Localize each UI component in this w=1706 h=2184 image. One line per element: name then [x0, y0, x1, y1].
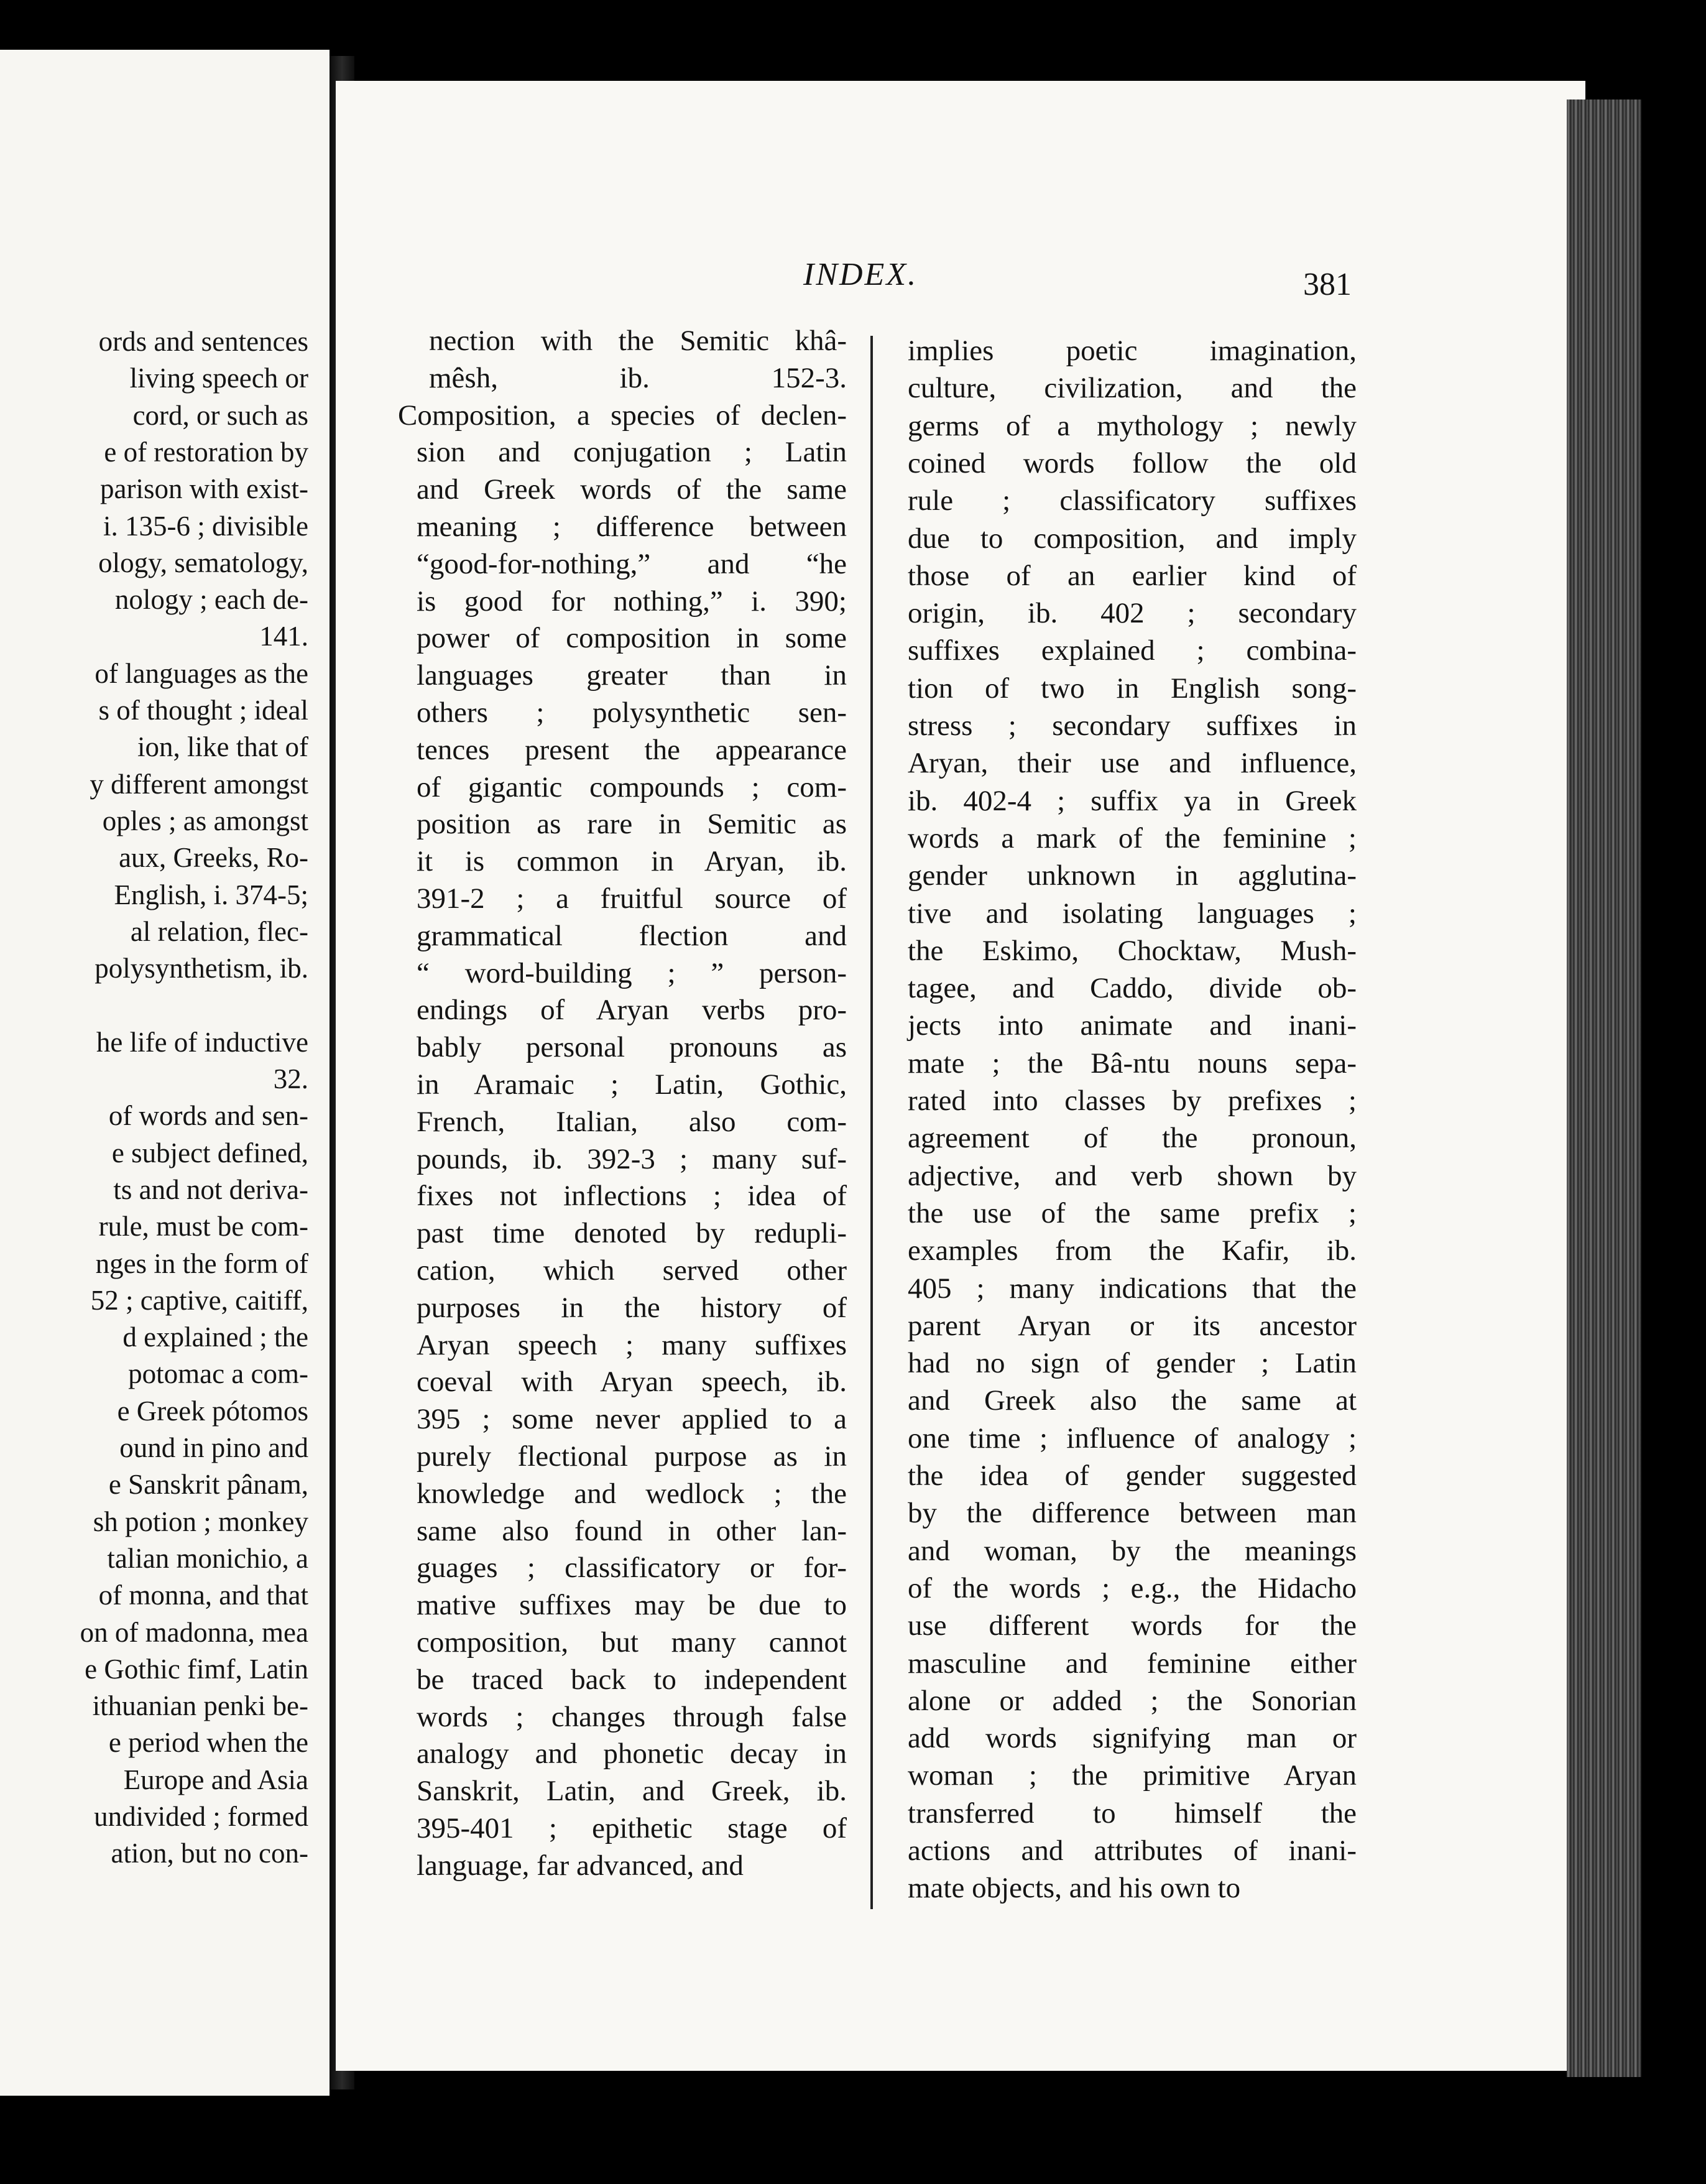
text-line: agreement of the pronoun, [908, 1122, 1357, 1155]
text-line: cord, or such as [132, 399, 308, 431]
text-line [0, 987, 308, 1023]
text-line: words a mark of the feminine ; [908, 821, 1357, 854]
text-line: coined words follow the old [908, 447, 1357, 479]
text-line: e Greek pótomos [117, 1395, 308, 1427]
text-line: ation, but no con- [111, 1838, 308, 1869]
text-line: ion, like that of [137, 731, 308, 763]
page-number: 381 [1303, 267, 1352, 302]
text-line: origin, ib. 402 ; secondary [908, 597, 1357, 630]
text-line: ords and sentences [98, 326, 308, 357]
text-line: coeval with Aryan speech, ib. [417, 1366, 847, 1399]
text-line: tion of two in English song- [908, 672, 1357, 705]
text-line: others ; polysynthetic sen- [417, 696, 847, 729]
text-line: masculine and feminine either [908, 1647, 1357, 1680]
text-line: Europe and Asia [123, 1764, 308, 1795]
text-line: those of an earlier kind of [908, 559, 1357, 592]
text-line: s of thought ; ideal [98, 695, 308, 726]
text-line: Sanskrit, Latin, and Greek, ib. [417, 1775, 847, 1808]
text-line: had no sign of gender ; Latin [908, 1347, 1357, 1380]
text-line: composition, but many cannot [417, 1626, 847, 1659]
text-line: one time ; influence of analogy ; [908, 1422, 1357, 1455]
text-line: on of madonna, mea [80, 1616, 308, 1648]
text-line: he life of inductive [96, 1026, 308, 1058]
text-line: talian monichio, a [107, 1542, 308, 1574]
text-line: undivided ; formed [94, 1801, 308, 1832]
text-line: knowledge and wedlock ; the [417, 1477, 847, 1510]
text-line: bably personal pronouns as [417, 1031, 847, 1064]
text-line: ithuanian penki be- [92, 1690, 308, 1722]
text-line: e Sanskrit pânam, [108, 1469, 308, 1501]
text-line: same also found in other lan- [417, 1514, 847, 1547]
text-line: of gigantic compounds ; com- [417, 770, 847, 803]
text-line: nology ; each de- [114, 584, 308, 616]
text-line: stress ; secondary suffixes in [908, 710, 1357, 742]
text-line: purely flectional purpose as in [417, 1440, 847, 1473]
text-line: sh potion ; monkey [93, 1506, 308, 1537]
text-line: mate objects, and his own to [908, 1872, 1241, 1905]
page-header: INDEX. [803, 257, 918, 292]
text-line: 405 ; many indications that the [908, 1272, 1357, 1305]
text-line: and woman, by the meanings [908, 1534, 1357, 1567]
text-line: actions and attributes of inani- [908, 1835, 1357, 1867]
text-line: 391-2 ; a fruitful source of [417, 882, 847, 915]
text-line: living speech or [129, 363, 308, 394]
text-line: pounds, ib. 392-3 ; many suf- [417, 1142, 847, 1175]
text-line: and Greek words of the same [417, 473, 847, 506]
text-line: rule ; classificatory suffixes [908, 484, 1357, 517]
text-line: “good-for-nothing,” and “he [417, 547, 847, 580]
text-line: of words and sen- [108, 1100, 308, 1132]
text-line: alone or added ; the Sonorian [908, 1684, 1357, 1717]
text-line: parent Aryan or its ancestor [908, 1309, 1357, 1342]
text-line: 52 ; captive, caitiff, [90, 1284, 308, 1316]
text-line: grammatical flection and [417, 919, 847, 952]
text-line: by the difference between man [908, 1497, 1357, 1530]
text-line: analogy and phonetic decay in [417, 1737, 847, 1770]
text-line: jects into animate and inani- [908, 1009, 1357, 1042]
text-line: nges in the form of [95, 1247, 308, 1279]
text-line: language, far advanced, and [417, 1849, 744, 1882]
text-line: Aryan speech ; many suffixes [417, 1328, 847, 1361]
text-line: nection with the Semitic khâ- [429, 325, 847, 357]
text-line: guages ; classificatory or for- [417, 1552, 847, 1585]
text-line: cation, which served other [417, 1254, 847, 1287]
text-line: use different words for the [908, 1609, 1357, 1642]
text-line: fixes not inflections ; idea of [417, 1180, 847, 1213]
text-line: the use of the same prefix ; [908, 1196, 1357, 1229]
text-line: 32. [273, 1063, 308, 1094]
text-line: of monna, and that [98, 1580, 308, 1611]
text-line: endings of Aryan verbs pro- [417, 994, 847, 1027]
text-line: implies poetic imagination, [908, 335, 1357, 367]
text-line: tences present the appearance [417, 733, 847, 766]
text-line: in Aramaic ; Latin, Gothic, [417, 1068, 847, 1101]
text-line: gender unknown in agglutina- [908, 859, 1357, 892]
text-line: meaning ; difference between [417, 511, 847, 543]
text-line: the idea of gender suggested [908, 1460, 1357, 1492]
text-line: adjective, and verb shown by [908, 1159, 1357, 1192]
text-line: mêsh, ib. 152-3. [429, 361, 847, 394]
text-line: of the words ; e.g., the Hidacho [908, 1571, 1357, 1604]
left-page [0, 50, 330, 2096]
text-line: e period when the [108, 1727, 308, 1759]
text-line: sion and conjugation ; Latin [417, 436, 847, 469]
text-line: oples ; as amongst [102, 805, 308, 836]
text-line: ib. 402-4 ; suffix ya in Greek [908, 784, 1357, 817]
text-line: due to composition, and imply [908, 522, 1357, 555]
text-line: of languages as the [95, 657, 308, 689]
text-line: examples from the Kafir, ib. [908, 1234, 1357, 1267]
text-line: aux, Greeks, Ro- [119, 842, 308, 874]
page-edges [1567, 99, 1641, 2077]
text-line: English, i. 374-5; [114, 879, 308, 910]
text-line: woman ; the primitive Aryan [908, 1759, 1357, 1792]
text-line: Composition, a species of declen- [398, 399, 847, 432]
text-line: ology, sematology, [98, 547, 308, 578]
text-line: and Greek also the same at [908, 1384, 1357, 1417]
text-line: ound in pino and [119, 1432, 308, 1463]
text-line: germs of a mythology ; newly [908, 409, 1357, 442]
text-line: rated into classes by prefixes ; [908, 1085, 1357, 1117]
text-line: suffixes explained ; combina- [908, 634, 1357, 667]
text-line: 141. [259, 621, 308, 652]
text-line: mate ; the Bâ-ntu nouns sepa- [908, 1047, 1357, 1080]
text-line: be traced back to independent [417, 1663, 847, 1696]
text-line: add words signifying man or [908, 1722, 1357, 1755]
text-line: i. 135-6 ; divisible [103, 510, 308, 542]
text-line: al relation, flec- [130, 915, 308, 947]
text-line: purposes in the history of [417, 1291, 847, 1324]
text-line: languages greater than in [417, 659, 847, 692]
text-line: parison with exist- [100, 473, 308, 505]
text-line: the Eskimo, Chocktaw, Mush- [908, 934, 1357, 967]
text-line: power of composition in some [417, 622, 847, 655]
text-line: y different amongst [90, 768, 308, 800]
text-line: culture, civilization, and the [908, 372, 1357, 405]
text-line: e of restoration by [104, 436, 308, 468]
text-line: words ; changes through false [417, 1700, 847, 1733]
text-line: is good for nothing,” i. 390; [417, 585, 847, 618]
text-line: polysynthetism, ib. [95, 953, 308, 984]
text-line: it is common in Aryan, ib. [417, 845, 847, 878]
text-line: past time denoted by redupli- [417, 1217, 847, 1250]
text-line: position as rare in Semitic as [417, 808, 847, 841]
text-line: potomac a com- [128, 1358, 308, 1390]
text-line: tive and isolating languages ; [908, 897, 1357, 930]
text-line: d explained ; the [122, 1321, 308, 1353]
text-line: “ word-building ; ” person- [417, 956, 847, 989]
text-line: ts and not deriva- [113, 1173, 308, 1205]
text-line: 395-401 ; epithetic stage of [417, 1812, 847, 1844]
text-line: rule, must be com- [98, 1211, 308, 1242]
text-line: tagee, and Caddo, divide ob- [908, 972, 1357, 1005]
text-line: transferred to himself the [908, 1797, 1357, 1830]
text-line: e subject defined, [111, 1137, 308, 1168]
text-line: Aryan, their use and influence, [908, 747, 1357, 780]
text-line: French, Italian, also com- [417, 1105, 847, 1138]
text-line: e Gothic fimf, Latin [85, 1653, 308, 1685]
text-line: mative suffixes may be due to [417, 1589, 847, 1622]
text-line: 395 ; some never applied to a [417, 1403, 847, 1436]
column-rule [870, 336, 873, 1909]
